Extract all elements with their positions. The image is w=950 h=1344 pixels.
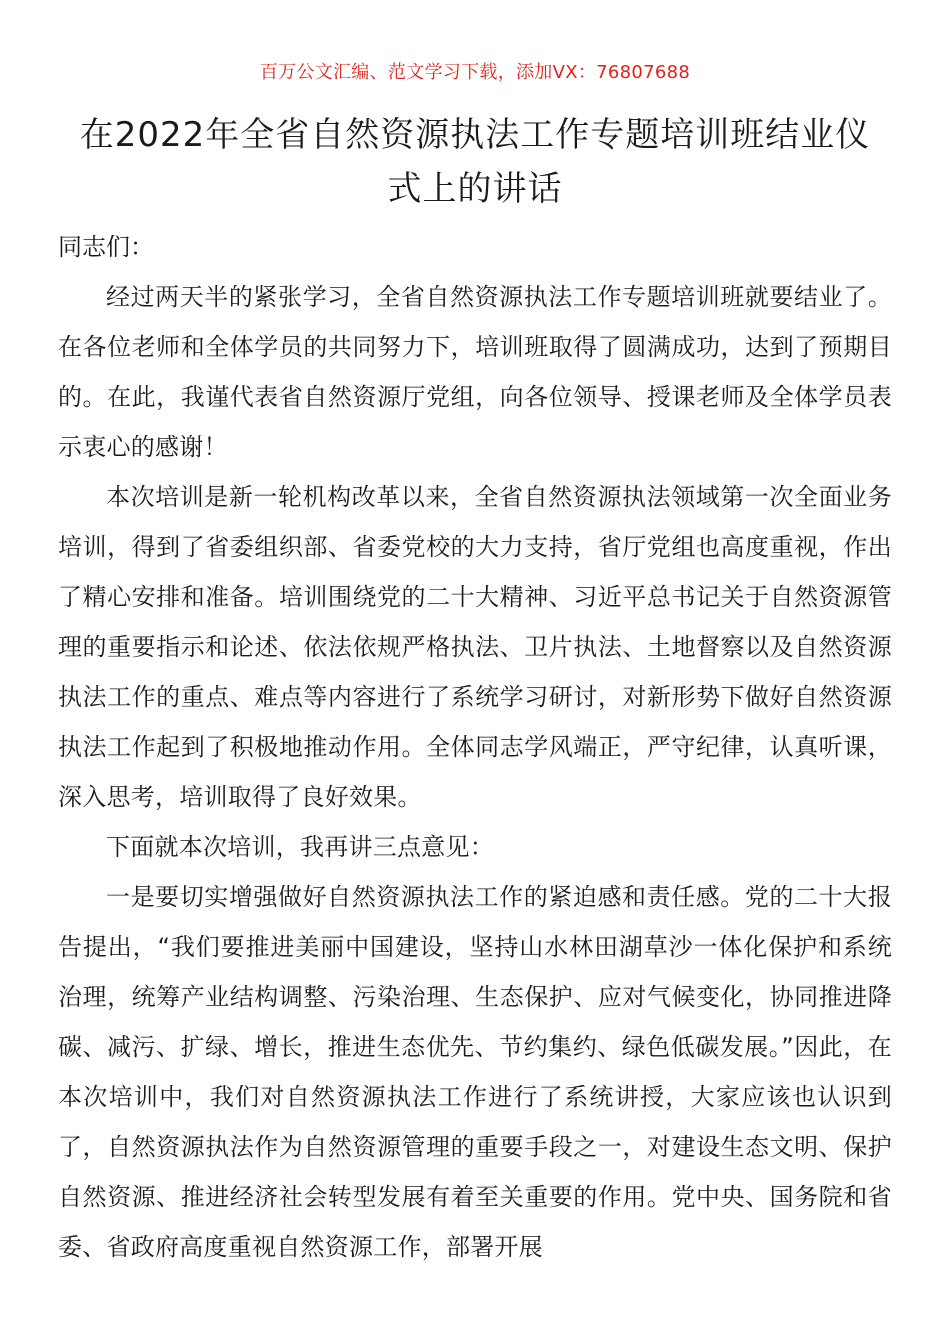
document-title: 在2022年全省自然资源执法工作专题培训班结业仪式上的讲话 [79,115,871,209]
salutation: 同志们： [58,233,154,261]
body-paragraph-2: 本次培训是新一轮机构改革以来，全省自然资源执法领域第一次全面业务培训，得到了省委组织部、省委党校的大力支持，省厅党组也高度重视，作出了精心安排和准备。培训围绕党的二十大精神、习近平总书记关于自然资源管理的重要指示和论述、依法依规严格执法、卫片执法、土地督察以及自然资源执法工作的重点、难点等内容进行了系统学习研讨，对新形势下做好自然资源执法工作起到了积极地推动作用。全体同志学风端正，严守纪律，认真听课，深入思考，培训取得了良好效果。 [58,483,892,811]
body-paragraph-3: 下面就本次培训，我再讲三点意见： [106,833,494,861]
body-paragraph-4: 一是要切实增强做好自然资源执法工作的紧迫感和责任感。党的二十大报告提出，“我们要推进美丽中国建设，坚持山水林田湖草沙一体化保护和系统治理，统筹产业结构调整、污染治理、生态保护、应对气候变化，协同推进降碳、减污、扩绿、增长，推进生态优先、节约集约、绿色低碳发展。”因此，在本次培训中，我们对自然资源执法工作进行了系统讲授，大家应该也认识到了，自然资源执法作为自然资源管理的重要手段之一，对建设生态文明、保护自然资源、推进经济社会转型发展有着至关重要的作用。党中央、国务院和省委、省政府高度重视自然资源工作，部署开展 [58,883,892,1261]
body-paragraph-1: 经过两天半的紧张学习，全省自然资源执法工作专题培训班就要结业了。在各位老师和全体学员的共同努力下，培训班取得了圆满成功，达到了预期目的。在此，我谨代表省自然资源厅党组，向各位领导、授课老师及全体学员表示衷心的感谢！ [58,283,892,461]
header-note: 百万公文汇编、范文学习下载，添加VX：76807688 [259,62,691,83]
